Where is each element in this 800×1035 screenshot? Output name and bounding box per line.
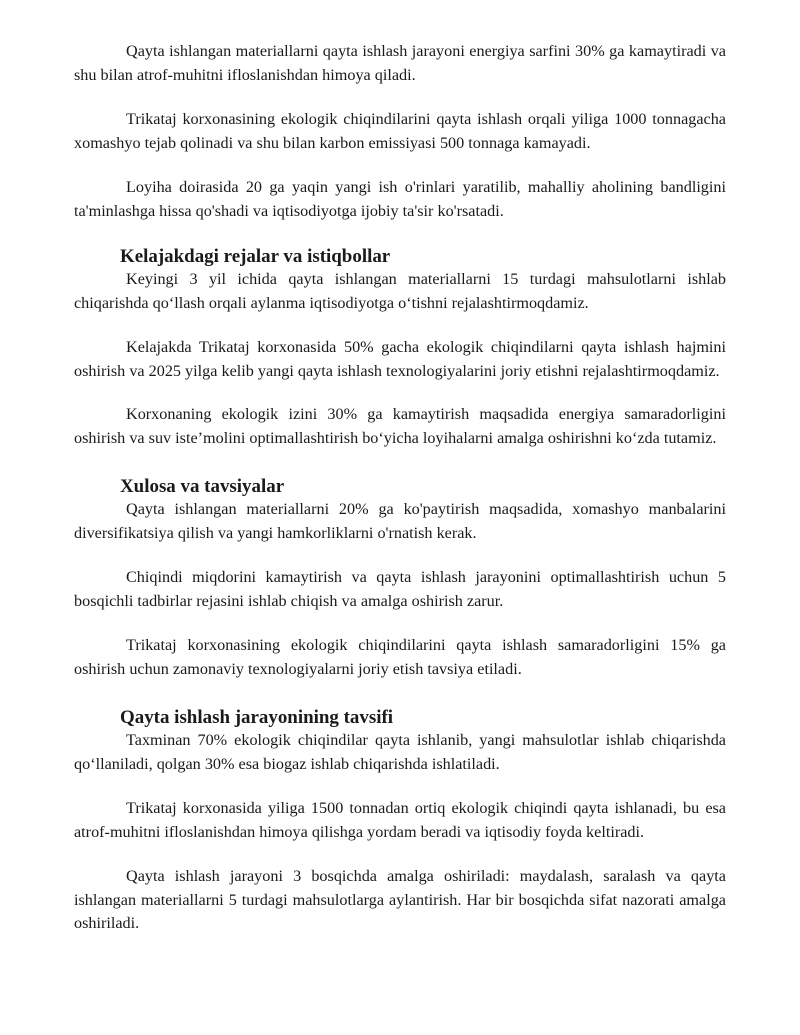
document-page	[74, 40, 726, 936]
paragraph: Qayta ishlash jarayoni 3 bosqichda amalga oshiriladi: maydalash, saralash va qayta ishlangan materiallarni 5 turdagi mahsulotlarga aylantirish. Har bir bosqichda sifat nazorati amalga oshiriladi.	[74, 867, 726, 932]
section-heading: Xulosa va tavsiyalar	[120, 476, 285, 497]
paragraph: Kelajakda Trikataj korxonasida 50% gacha ekologik chiqindilarni qayta ishlash hajmini oshirish va 2025 yilga kelib yangi qayta ishlash texnologiyalarini joriy etishni rejalashtirmoqdamiz.	[74, 338, 726, 380]
paragraph: Korxonaning ekologik izini 30% ga kamaytirish maqsadida energiya samaradorligini oshirish va suv iste’molini optimallashtirish bo‘yicha loyihalarni amalga oshirishni ko‘zda tutamiz.	[74, 405, 726, 447]
paragraph: Qayta ishlangan materiallarni qayta ishlash jarayoni energiya sarfini 30% ga kamaytiradi va shu bilan atrof-muhitni ifloslanishdan himoya qiladi.	[74, 42, 726, 84]
section-heading: Qayta ishlash jarayonining tavsifi	[120, 707, 394, 728]
paragraph: Trikataj korxonasining ekologik chiqindilarini qayta ishlash orqali yiliga 1000 tonnagacha xomashyo tejab qolinadi va shu bilan karbon emissiyasi 500 tonnaga kamayadi.	[74, 110, 726, 152]
paragraph: Keyingi 3 yil ichida qayta ishlangan materiallarni 15 turdagi mahsulotlarni ishlab chiqarishda qo‘llash orqali aylanma iqtisodiyotga o‘tishni rejalashtirmoqdamiz.	[74, 270, 726, 312]
paragraph: Trikataj korxonasida yiliga 1500 tonnadan ortiq ekologik chiqindi qayta ishlanadi, bu esa atrof-muhitni ifloslanishdan himoya qilishga yordam beradi va iqtisodiy foyda keltiradi.	[74, 799, 726, 841]
paragraph: Loyiha doirasida 20 ga yaqin yangi ish o'rinlari yaratilib, mahalliy aholining bandligini ta'minlashga hissa qo'shadi va iqtisodiyotga ijobiy ta'sir ko'rsatadi.	[74, 178, 726, 220]
section-heading: Kelajakdagi rejalar va istiqbollar	[120, 246, 391, 267]
paragraph: Trikataj korxonasining ekologik chiqindilarini qayta ishlash samaradorligini 15% ga oshirish uchun zamonaviy texnologiyalarni joriy etish tavsiya etiladi.	[74, 636, 726, 678]
paragraph: Qayta ishlangan materiallarni 20% ga ko'paytirish maqsadida, xomashyo manbalarini diversifikatsiya qilish va yangi hamkorliklarni o'rnatish kerak.	[74, 500, 726, 542]
paragraph: Taxminan 70% ekologik chiqindilar qayta ishlanib, yangi mahsulotlar ishlab chiqarishda qo‘llaniladi, qolgan 30% esa biogaz ishlab chiqarishda ishlatiladi.	[74, 731, 726, 773]
paragraph: Chiqindi miqdorini kamaytirish va qayta ishlash jarayonini optimallashtirish uchun 5 bosqichli tadbirlar rejasini ishlab chiqish va amalga oshirish zarur.	[74, 568, 726, 610]
